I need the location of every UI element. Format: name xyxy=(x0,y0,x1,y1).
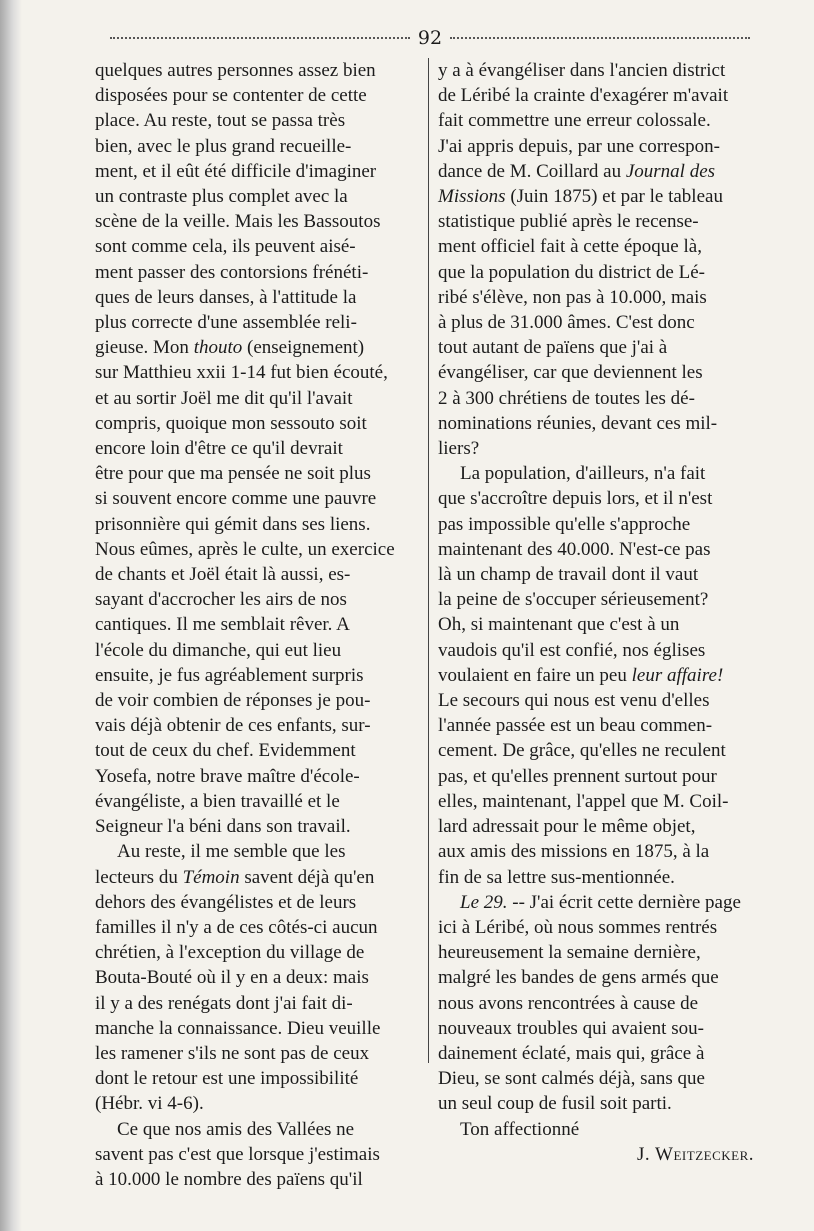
text-line: scène de la veille. Mais les Bassoutos xyxy=(95,211,381,233)
text-line: un seul coup de fusil soit parti. xyxy=(438,1093,672,1115)
text-line: fait commettre une erreur colossale. xyxy=(438,110,711,132)
text-line: ici à Léribé, où nous sommes rentrés xyxy=(438,916,718,938)
text-line: nominations réunies, devant ces mil- xyxy=(438,412,718,434)
closing-salutation: Ton affectionné xyxy=(460,1118,580,1140)
text-line: cantiques. Il me semblait rêver. A xyxy=(95,614,350,636)
text-line: gieuse. Mon thouto (enseignement) xyxy=(95,337,365,359)
text-line: plus correcte d'une assemblée reli- xyxy=(95,312,357,334)
text-line: sont comme cela, ils peuvent aisé- xyxy=(95,236,356,258)
text-line: tout de ceux du chef. Evidemment xyxy=(95,740,356,762)
text-line: aux amis des missions en 1875, à la xyxy=(438,841,710,863)
text-line: Le 29. -- J'ai écrit cette dernière page xyxy=(460,891,741,913)
text-line: voulaient en faire un peu leur affaire! xyxy=(438,664,724,686)
text-line: savent pas c'est que lorsque j'estimais xyxy=(95,1143,380,1165)
page-header xyxy=(110,26,750,50)
text-line: cement. De grâce, qu'elles ne reculent xyxy=(438,740,726,762)
text-line: là un champ de travail dont il vaut xyxy=(438,564,699,586)
text-line: à 10.000 le nombre des païens qu'il xyxy=(95,1168,363,1190)
text-line: si souvent encore comme une pauvre xyxy=(95,488,377,510)
text-line: La population, d'ailleurs, n'a fait xyxy=(460,463,706,485)
text-line: vaudois qu'il est confié, nos églises xyxy=(438,639,706,661)
text-line: de voir combien de réponses je pou- xyxy=(95,690,371,712)
text-line: dance de M. Coillard au Journal des xyxy=(438,160,716,182)
text-line: sur Matthieu xxii 1-14 fut bien écouté, xyxy=(95,362,388,384)
header-rule-right xyxy=(450,37,750,39)
text-line: un contraste plus complet avec la xyxy=(95,186,348,208)
text-line: les ramener s'ils ne sont pas de ceux xyxy=(95,1042,370,1064)
text-line: dehors des évangélistes et de leurs xyxy=(95,891,357,913)
text-line: sayant d'accrocher les airs de nos xyxy=(95,589,347,611)
text-line: et au sortir Joël me dit qu'il l'avait xyxy=(95,387,353,409)
text-line: Missions (Juin 1875) et par le tableau xyxy=(438,186,723,208)
text-line: Seigneur l'a béni dans son travail. xyxy=(95,816,351,838)
text-line: J'ai appris depuis, par une correspon- xyxy=(438,135,721,157)
text-line: manche la connaissance. Dieu veuille xyxy=(95,1017,381,1039)
right-column xyxy=(438,58,758,1167)
page-edge-shadow xyxy=(0,0,22,1231)
page-number: 92 xyxy=(417,27,443,49)
text-line: ques de leurs danses, à l'attitude la xyxy=(95,286,357,308)
text-line: liers? xyxy=(438,438,480,460)
text-line: (Hébr. vi 4-6). xyxy=(95,1093,204,1115)
text-line: prisonnière qui gémit dans ses liens. xyxy=(95,513,371,535)
text-line: nouveaux troubles qui avaient sou- xyxy=(438,1017,704,1039)
text-line: de Léribé la crainte d'exagérer m'avait xyxy=(438,85,729,107)
text-line: Le secours qui nous est venu d'elles xyxy=(438,690,710,712)
text-line: ribé s'élève, non pas à 10.000, mais xyxy=(438,286,707,308)
text-line: ment officiel fait à cette époque là, xyxy=(438,236,702,258)
text-line: l'école du dimanche, qui eut lieu xyxy=(95,639,342,661)
text-line: évangéliste, a bien travaillé et le xyxy=(95,790,340,812)
text-line: maintenant des 40.000. N'est-ce pas xyxy=(438,538,711,560)
text-line: elles, maintenant, l'appel que M. Coil- xyxy=(438,790,729,812)
text-line: ment, et il eût été difficile d'imaginer xyxy=(95,160,377,182)
text-line: statistique publié après le recense- xyxy=(438,211,699,233)
text-line: lecteurs du Témoin savent déjà qu'en xyxy=(95,866,375,888)
text-line: 2 à 300 chrétiens de toutes les dé- xyxy=(438,387,695,409)
text-line: Yosefa, notre brave maître d'école- xyxy=(95,765,360,787)
text-line: évangéliser, car que deviennent les xyxy=(438,362,703,384)
text-line: dainement éclaté, mais qui, grâce à xyxy=(438,1042,705,1064)
text-line: il y a des renégats dont j'ai fait di- xyxy=(95,992,353,1014)
text-line: Ce que nos amis des Vallées ne xyxy=(117,1118,355,1140)
left-column xyxy=(95,58,430,1192)
text-line: bien, avec le plus grand recueille- xyxy=(95,135,352,157)
text-line: quelques autres personnes assez bien xyxy=(95,60,376,81)
text-line: de chants et Joël était là aussi, es- xyxy=(95,564,351,586)
text-line: Dieu, se sont calmés déjà, sans que xyxy=(438,1068,705,1090)
text-line: Bouta-Bouté où il y en a deux: mais xyxy=(95,967,369,989)
text-line: chrétien, à l'exception du village de xyxy=(95,942,365,964)
text-line: lard adressait pour le même objet, xyxy=(438,816,696,838)
text-line: disposées pour se contenter de cette xyxy=(95,85,367,107)
text-line: dont le retour est une impossibilité xyxy=(95,1068,359,1090)
text-line: malgré les bandes de gens armés que xyxy=(438,967,719,989)
text-line: encore loin d'être ce qu'il devrait xyxy=(95,438,343,460)
text-line: fin de sa lettre sus-mentionnée. xyxy=(438,866,675,888)
text-line: y a à évangéliser dans l'ancien district xyxy=(438,60,726,81)
text-line: que la population du district de Lé- xyxy=(438,261,705,283)
text-line: nous avons rencontrées à cause de xyxy=(438,992,699,1014)
text-line: pas, et qu'elles prennent surtout pour xyxy=(438,765,717,787)
text-line: Oh, si maintenant que c'est à un xyxy=(438,614,680,636)
text-line: vais déjà obtenir de ces enfants, sur- xyxy=(95,715,371,737)
text-line: ment passer des contorsions frénéti- xyxy=(95,261,369,283)
text-line: à plus de 31.000 âmes. C'est donc xyxy=(438,312,695,334)
text-line: ensuite, je fus agréablement surpris xyxy=(95,664,364,686)
text-line: être pour que ma pensée ne soit plus xyxy=(95,463,371,485)
signature: J. Weitzecker. xyxy=(637,1143,754,1165)
text-line: pas impossible qu'elle s'approche xyxy=(438,513,691,535)
text-line: que s'accroître depuis lors, et il n'est xyxy=(438,488,713,510)
text-line: place. Au reste, tout se passa très xyxy=(95,110,346,132)
text-line: Nous eûmes, après le culte, un exercice xyxy=(95,538,395,560)
column-divider xyxy=(428,58,429,1063)
text-line: Au reste, il me semble que les xyxy=(117,841,346,863)
text-line: compris, quoique mon sessouto soit xyxy=(95,412,367,434)
text-line: familles il n'y a de ces côtés-ci aucun xyxy=(95,916,378,938)
text-line: la peine de s'occuper sérieusement? xyxy=(438,589,709,611)
text-line: heureusement la semaine dernière, xyxy=(438,942,701,964)
text-line: tout autant de païens que j'ai à xyxy=(438,337,668,359)
text-line: l'année passée est un beau commen- xyxy=(438,715,713,737)
header-rule-left xyxy=(110,37,410,39)
